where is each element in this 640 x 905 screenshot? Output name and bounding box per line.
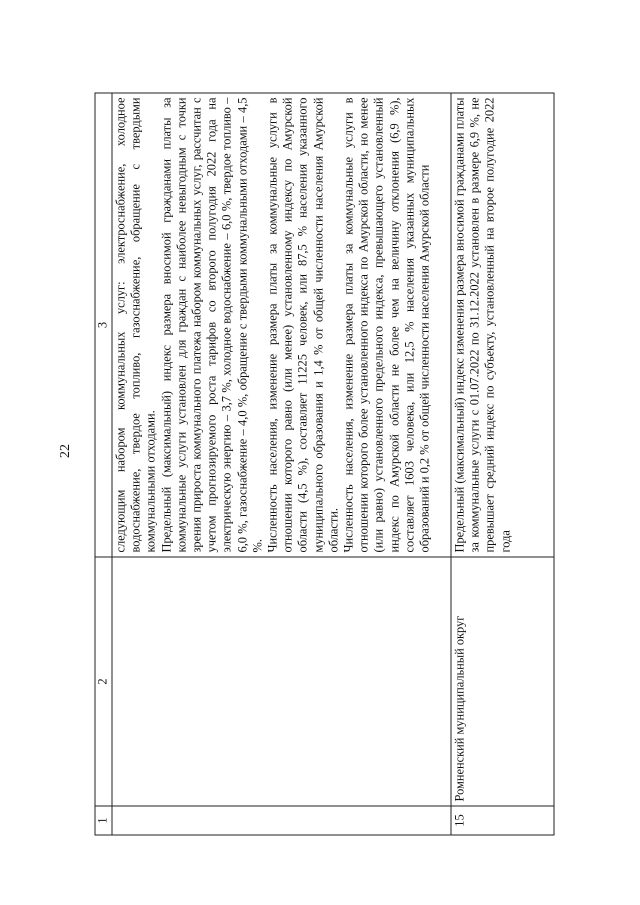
header-col-3: 3	[95, 93, 112, 557]
table-row	[451, 93, 554, 835]
description-paragraph: Численность населения, изменение размера платы за коммунальные услуги в отношении которого равно (или менее) установленному индексу по Амурской области (4,5 %), составляет 11225 человек, или 87,5 % населения указанного муниципального образования и 1,4 % от общей численности населения Амурской области.	[265, 97, 340, 552]
row-number	[112, 806, 451, 835]
table-container	[94, 92, 554, 835]
table-row	[112, 93, 451, 835]
row-number: 15	[451, 806, 554, 835]
header-col-1: 1	[95, 806, 112, 835]
page-number: 22	[58, 444, 73, 458]
description-paragraph: Предельный (максимальный) индекс размера вносимой гражданами платы за коммунальные услуги установлен для граждан с наиболее невыгодным с точки зрения прироста коммунального платежа набором коммунальных услуг, рассчитан с учетом прогнозируемого роста тарифов со второго полугодия 2022 года на электрическую энергию – 3,7 %, холодное водоснабжение – 6,0 %, твердое топливо – 6,0 %, газоснабжение – 4,0 %, обращение с твердыми коммунальными отходами – 4,5 %.	[158, 97, 264, 552]
row-municipality-name	[112, 557, 451, 806]
table-header-row	[95, 93, 112, 835]
description-paragraph: Численность населения, изменение размера платы за коммунальные услуги в отношении которого более установленного индекса по Амурской области, но менее (или равно) установленного предельного индекса, превышающего установленный индекс по Амурской области не более чем на величину отклонения (6,9 %), составляет 1603 человека, или 12,5 % населения указанных муниципальных образований и 0,2 % от общей численности населения Амурской области	[341, 97, 432, 552]
description-paragraph: следующим набором коммунальных услуг: электроснабжение, холодное водоснабжение, твердое топливо, газоснабжение, обращение с твердыми коммунальными отходами.	[113, 97, 158, 552]
row-description	[112, 93, 451, 557]
description-paragraph: Предельный (максимальный) индекс изменения размера вносимой гражданами платы за коммунальные услуги с 01.07.2022 по 31.12.2022 установлен в размере 6,9 %, не превышает средний индекс по субъекту, установленный на второе полугодие 2022 года	[452, 97, 512, 552]
row-description	[451, 93, 554, 557]
header-col-2: 2	[95, 557, 112, 806]
row-municipality-name: Ромненский муниципальный округ	[451, 557, 554, 806]
rotated-page-content	[94, 92, 554, 835]
tariff-table	[94, 92, 554, 835]
